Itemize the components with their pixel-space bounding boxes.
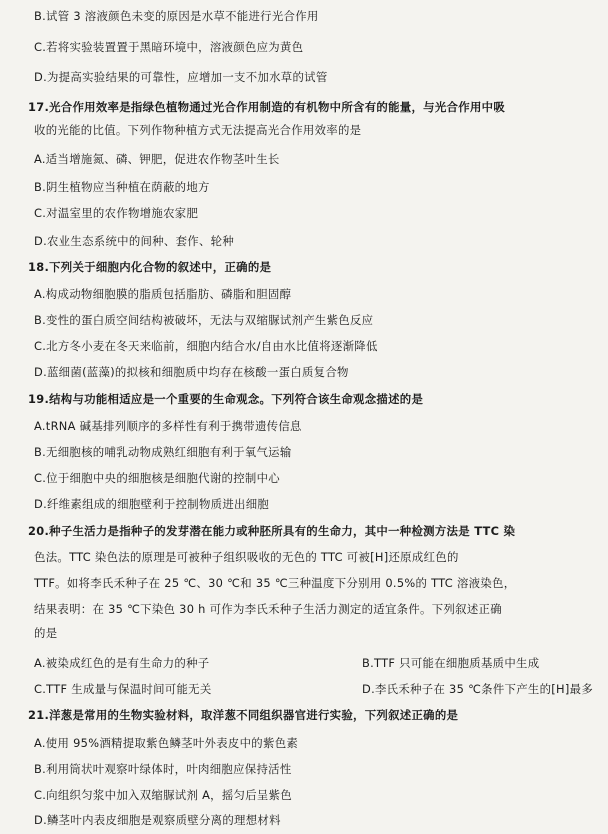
- q21-option-d: D.鳞茎叶内表皮细胞是观察质壁分离的理想材料: [34, 813, 281, 827]
- q20-option-a: A.被染成红色的是有生命力的种子: [34, 656, 210, 670]
- q21-option-a: A.使用 95%酒精提取紫色鳞茎叶外表皮中的紫色素: [34, 736, 299, 750]
- q19-option-d: D.纤维素组成的细胞壁利于控制物质进出细胞: [34, 497, 270, 511]
- q19-option-b: B.无细胞核的哺乳动物成熟红细胞有利于氧气运输: [34, 445, 292, 459]
- q19-option-a: A.tRNA 碱基排列顺序的多样性有利于携带遗传信息: [34, 419, 302, 433]
- q17-stem-line-1: 17.光合作用效率是指绿色植物通过光合作用制造的有机物中所含有的能量，与光合作用中吸: [28, 100, 506, 114]
- q19-option-c: C.位于细胞中央的细胞核是细胞代谢的控制中心: [34, 471, 280, 485]
- q21-option-c: C.向组织匀浆中加入双缩脲试剂 A，摇匀后呈紫色: [34, 788, 293, 802]
- q20-stem-line-1: 20.种子生活力是指种子的发芽潜在能力或种胚所具有的生命力，其中一种检测方法是 TTC 染: [28, 524, 516, 538]
- q20-options-row-2: [34, 679, 600, 699]
- q17-option-d: D.农业生态系统中的间种、套作、轮种: [34, 234, 235, 248]
- q20-stem-line-5: 的是: [34, 626, 58, 640]
- q16-option-d: D.为提高实验结果的可靠性，应增加一支不加水草的试管: [34, 70, 328, 84]
- q18-option-a: A.构成动物细胞膜的脂质包括脂肪、磷脂和胆固醇: [34, 287, 292, 301]
- q16-option-b: B.试管 3 溶液颜色未变的原因是水草不能进行光合作用: [34, 9, 319, 23]
- q20-options-row-1: [34, 653, 600, 673]
- q17-option-a: A.适当增施氮、磷、钾肥，促进农作物茎叶生长: [34, 152, 280, 166]
- q20-stem-line-3: TTF。如将李氏禾种子在 25 ℃、30 ℃和 35 ℃三种温度下分别用 0.5%的 TTC 溶液染色，: [34, 576, 516, 590]
- q19-stem: 19.结构与功能相适应是一个重要的生命观念。下列符合该生命观念描述的是: [28, 392, 424, 406]
- q20-option-c: C.TTF 生成量与保温时间可能无关: [34, 682, 212, 696]
- q20-option-d: D.李氏禾种子在 35 ℃条件下产生的[H]最多: [362, 682, 594, 696]
- q20-option-b: B.TTF 只可能在细胞质基质中生成: [362, 656, 540, 670]
- q17-stem-line-2: 收的光能的比值。下列作物种植方式无法提高光合作用效率的是: [34, 123, 362, 137]
- q20-stem-line-2: 色法。TTC 染色法的原理是可被种子组织吸收的无色的 TTC 可被[H]还原成红色的: [34, 550, 459, 564]
- q16-option-c: C.若将实验装置置于黑暗环境中，溶液颜色应为黄色: [34, 40, 304, 54]
- q18-option-c: C.北方冬小麦在冬天来临前，细胞内结合水/自由水比值将逐渐降低: [34, 339, 378, 353]
- q17-option-c: C.对温室里的农作物增施农家肥: [34, 206, 199, 220]
- q18-option-d: D.蓝细菌(蓝藻)的拟核和细胞质中均存在核酸一蛋白质复合物: [34, 365, 349, 379]
- q21-option-b: B.利用筒状叶观察叶绿体时，叶肉细胞应保持活性: [34, 762, 292, 776]
- q20-stem-line-4: 结果表明：在 35 ℃下染色 30 h 可作为李氏禾种子生活力测定的适宜条件。下列叙述正确: [34, 602, 502, 616]
- q21-stem: 21.洋葱是常用的生物实验材料，取洋葱不同组织器官进行实验，下列叙述正确的是: [28, 708, 459, 722]
- q18-stem: 18.下列关于细胞内化合物的叙述中，正确的是: [28, 260, 272, 274]
- q18-option-b: B.变性的蛋白质空间结构被破坏，无法与双缩脲试剂产生紫色反应: [34, 313, 374, 327]
- q17-option-b: B.阴生植物应当种植在荫蔽的地方: [34, 180, 210, 194]
